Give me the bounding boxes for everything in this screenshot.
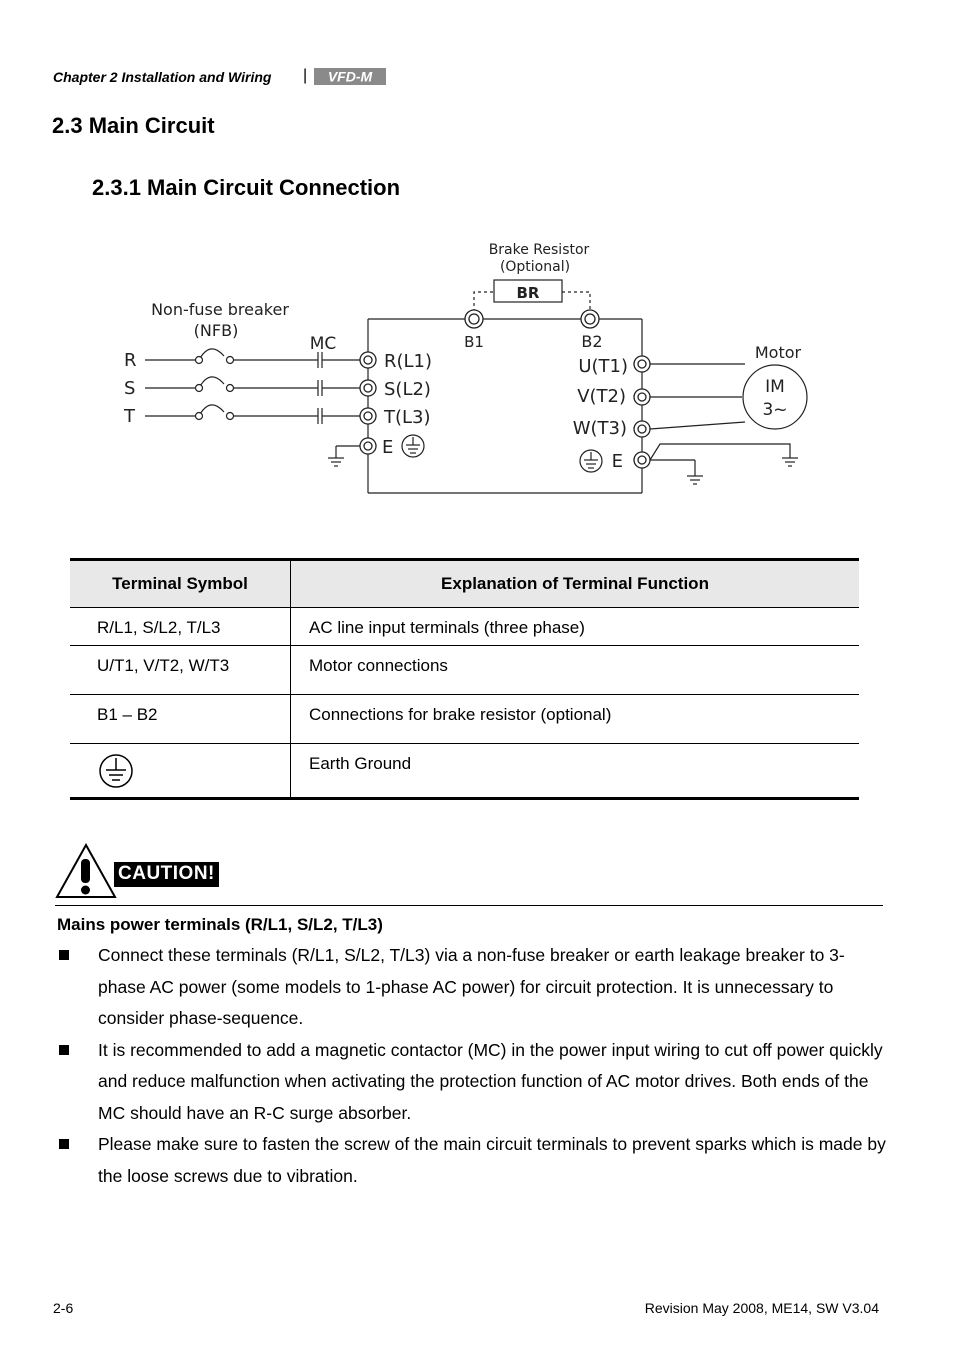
caution-list [57, 940, 887, 1192]
vfd-m-logo [314, 68, 386, 85]
bullet-text: Please make sure to fasten the screw of the main circuit terminals to prevent sparks which is made by the loose screws due to vibration. [98, 1134, 886, 1186]
motor-label: Motor [754, 343, 802, 362]
table-row [70, 744, 859, 799]
terminal-s-l2: S(L2) [384, 379, 431, 400]
row-function: Connections for brake resistor (optional) [309, 705, 612, 724]
brake-resistor-label: Brake Resistor [488, 242, 590, 258]
row-symbol: R/L1, S/L2, T/L3 [97, 618, 221, 637]
terminal-w-t3: W(T3) [572, 418, 627, 439]
list-item [57, 1035, 887, 1130]
mains-power-heading: Mains power terminals (R/L1, S/L2, T/L3) [57, 915, 383, 934]
section-title: 2.3 Main Circuit [52, 113, 215, 138]
motor-im: IM [765, 377, 785, 397]
terminal-v-t2: V(T2) [577, 386, 626, 407]
table-row [70, 695, 859, 744]
main-circuit-diagram [110, 232, 830, 502]
bullet-square-icon [59, 950, 69, 960]
table-row [70, 608, 859, 646]
row-function: Earth Ground [309, 754, 412, 773]
subsection-title: 2.3.1 Main Circuit Connection [92, 175, 401, 200]
terminal-table [70, 558, 859, 800]
bullet-text: Connect these terminals (R/L1, S/L2, T/L3) via a non-fuse breaker or earth leakage breaker to 3-phase AC power (some models to 1-phase AC power) for circuit protection. It is unnecessary to consider phase-sequence. [98, 945, 845, 1028]
row-symbol: B1 – B2 [97, 705, 158, 724]
header-terminal-function: Explanation of Terminal Function [291, 560, 860, 608]
terminal-t-l3: T(L3) [384, 407, 431, 428]
input-t: T [124, 406, 135, 427]
list-item [57, 940, 887, 1035]
motor-phase: 3~ [762, 400, 788, 420]
bullet-text: It is recommended to add a magnetic contactor (MC) in the power input wiring to cut off power quickly and reduce malfunction when activating the protection function of AC motor drives. Both ends of the MC should have an R-C surge absorber. [98, 1039, 883, 1123]
row-function: AC line input terminals (three phase) [309, 618, 585, 637]
brake-resistor-optional: (Optional) [499, 259, 571, 275]
header-terminal-symbol: Terminal Symbol [70, 560, 291, 608]
br-label: BR [516, 284, 540, 302]
caution-divider [55, 905, 883, 906]
warning-triangle-icon [55, 843, 117, 899]
bullet-square-icon [59, 1045, 69, 1055]
terminal-e-input: E [382, 437, 394, 458]
earth-ground-icon [97, 752, 137, 792]
nfb-label: Non-fuse breaker [151, 300, 289, 319]
terminal-e-output: E [611, 451, 623, 472]
terminal-b2: B2 [581, 332, 603, 351]
nfb-abbr: (NFB) [193, 321, 239, 340]
revision-info: Revision May 2008, ME14, SW V3.04 [644, 1300, 879, 1316]
terminal-b1: B1 [464, 333, 484, 351]
logo-text: VFD-M [327, 68, 373, 85]
table-header-row [70, 560, 859, 608]
row-symbol: U/T1, V/T2, W/T3 [97, 656, 230, 675]
bullet-square-icon [59, 1139, 69, 1149]
row-function: Motor connections [309, 656, 448, 675]
terminal-r-l1: R(L1) [384, 351, 433, 372]
mc-label: MC [309, 334, 337, 354]
list-item [57, 1129, 887, 1192]
chapter-title: Chapter 2 Installation and Wiring [53, 69, 272, 85]
table-row [70, 646, 859, 695]
header-separator: | [303, 67, 308, 84]
page-number: 2-6 [53, 1300, 74, 1316]
terminal-u-t1: U(T1) [578, 356, 628, 377]
input-r: R [124, 350, 137, 371]
input-s: S [124, 378, 136, 399]
caution-badge: CAUTION! [114, 862, 219, 887]
